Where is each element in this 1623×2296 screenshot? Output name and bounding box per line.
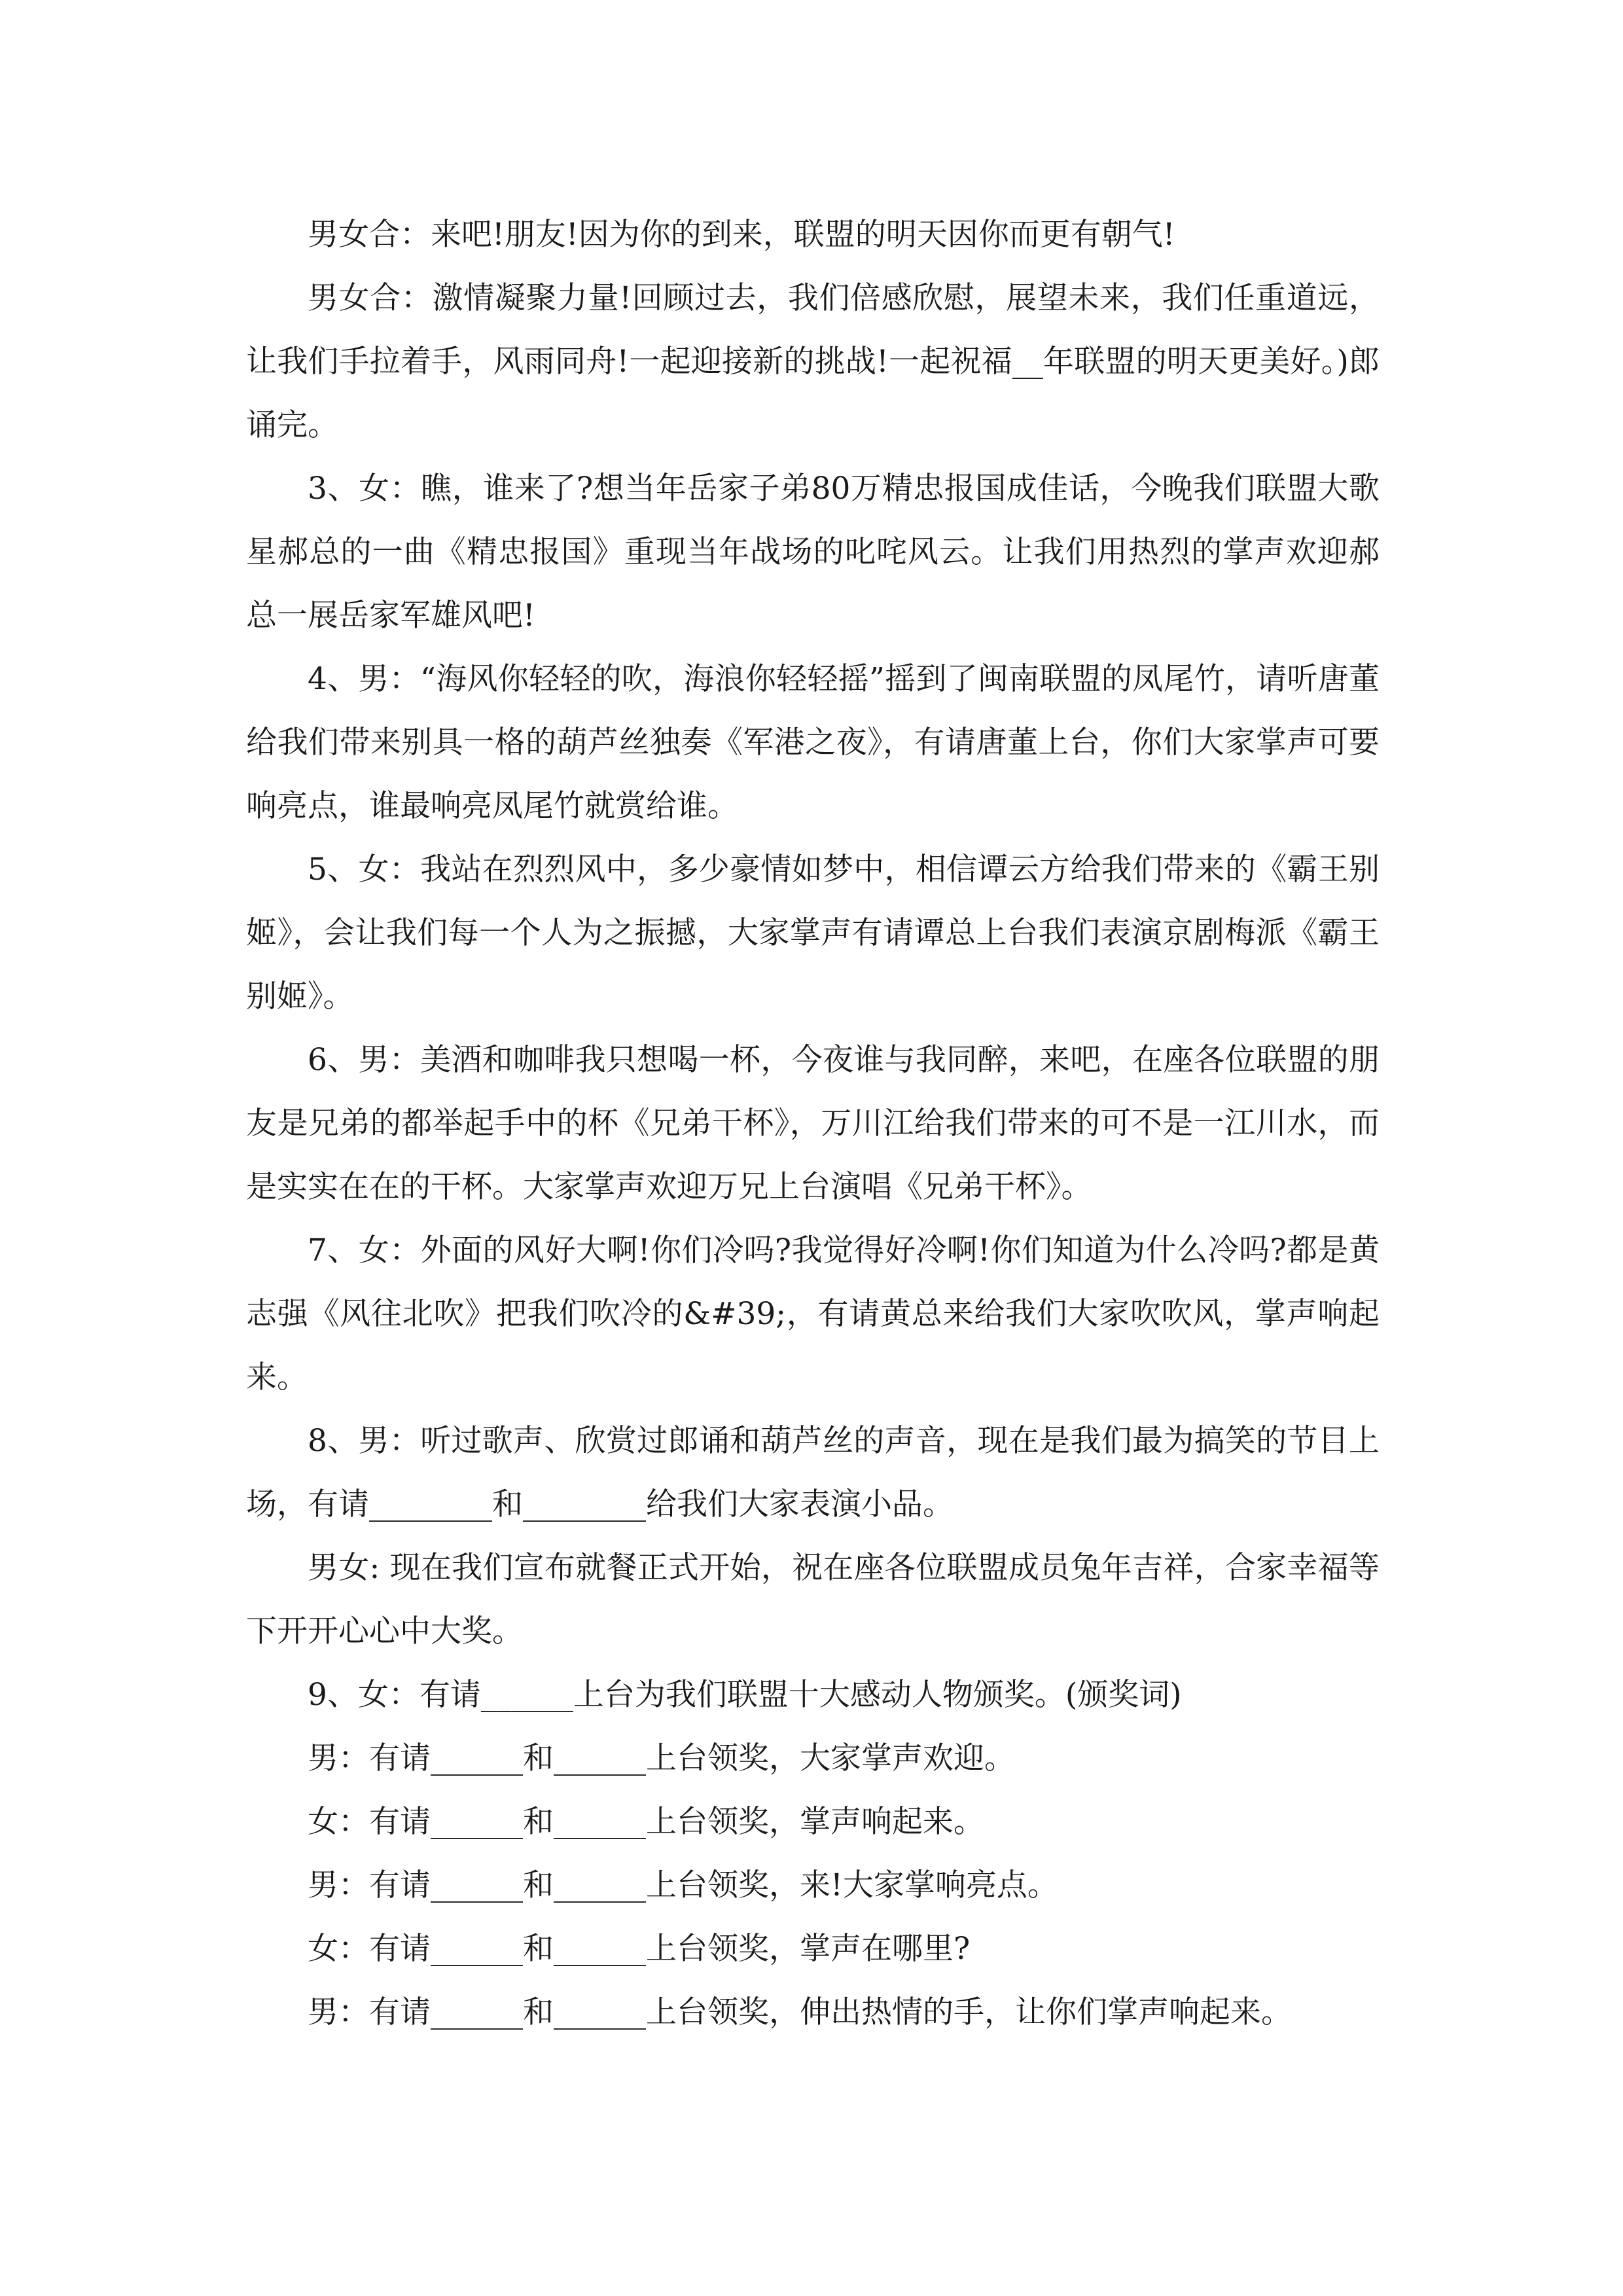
paragraph-award-3: 男：有请______和______上台领奖，来!大家掌响亮点。 [308, 1867, 1058, 1903]
document-page [246, 203, 1380, 2044]
paragraph-award-2: 女：有请______和______上台领奖，掌声响起来。 [308, 1804, 984, 1840]
paragraph-item-4: 4、男：“海风你轻轻的吹，海浪你轻轻摇”摇到了闽南联盟的凤尾竹，请听唐董给我们带来别具一格的葫芦丝独奏《军港之夜》，有请唐董上台，你们大家掌声可要响亮点，谁最响亮凤尾竹就赏给谁。 [246, 661, 1380, 824]
paragraph-award-5: 男：有请______和______上台领奖，伸出热情的手，让你们掌声响起来。 [308, 1994, 1292, 2030]
paragraph-item-5: 5、女：我站在烈烈风中，多少豪情如梦中，相信谭云方给我们带来的《霸王别姬》，会让我们每一个人为之振撼，大家掌声有请谭总上台我们表演京剧梅派《霸王别姬》。 [246, 852, 1380, 1014]
paragraph-award-4: 女：有请______和______上台领奖，掌声在哪里? [308, 1931, 971, 1967]
paragraph-chorus-poem: 男女合：激情凝聚力量!回顾过去，我们倍感欣慰，展望未来，我们任重道远，让我们手拉着手，风雨同舟!一起迎接新的挑战!一起祝福__年联盟的明天更美好。)郎诵完。 [246, 280, 1380, 443]
paragraph-award-1: 男：有请______和______上台领奖，大家掌声欢迎。 [308, 1740, 1015, 1776]
paragraph-dinner-announcement: 男女: 现在我们宣布就餐正式开始，祝在座各位联盟成员兔年吉祥，合家幸福等下开开心心中大奖。 [246, 1550, 1380, 1649]
paragraph-item-6: 6、男：美酒和咖啡我只想喝一杯，今夜谁与我同醉，来吧，在座各位联盟的朋友是兄弟的都举起手中的杯《兄弟干杯》，万川江给我们带来的可不是一江川水，而是实实在在的干杯。大家掌声欢迎万兄上台演唱《兄弟干杯》。 [246, 1042, 1380, 1205]
paragraph-closing-chorus: 男女合：来吧!朋友!因为你的到来，联盟的明天因你而更有朝气! [308, 217, 1175, 253]
paragraph-item-9: 9、女：有请______上台为我们联盟十大感动人物颁奖。(颁奖词) [308, 1677, 1182, 1713]
paragraph-item-3: 3、女：瞧，谁来了?想当年岳家子弟80万精忠报国成佳话，今晚我们联盟大歌星郝总的一曲《精忠报国》重现当年战场的叱咤风云。让我们用热烈的掌声欢迎郝总一展岳家军雄风吧! [246, 471, 1380, 634]
paragraph-item-8: 8、男：听过歌声、欣赏过郎诵和葫芦丝的声音，现在是我们最为搞笑的节目上场，有请________和________给我们大家表演小品。 [246, 1423, 1380, 1522]
paragraph-item-7: 7、女：外面的风好大啊!你们冷吗?我觉得好冷啊!你们知道为什么冷吗?都是黄志强《风往北吹》把我们吹冷的&#39;，有请黄总来给我们大家吹吹风，掌声响起来。 [246, 1232, 1380, 1395]
